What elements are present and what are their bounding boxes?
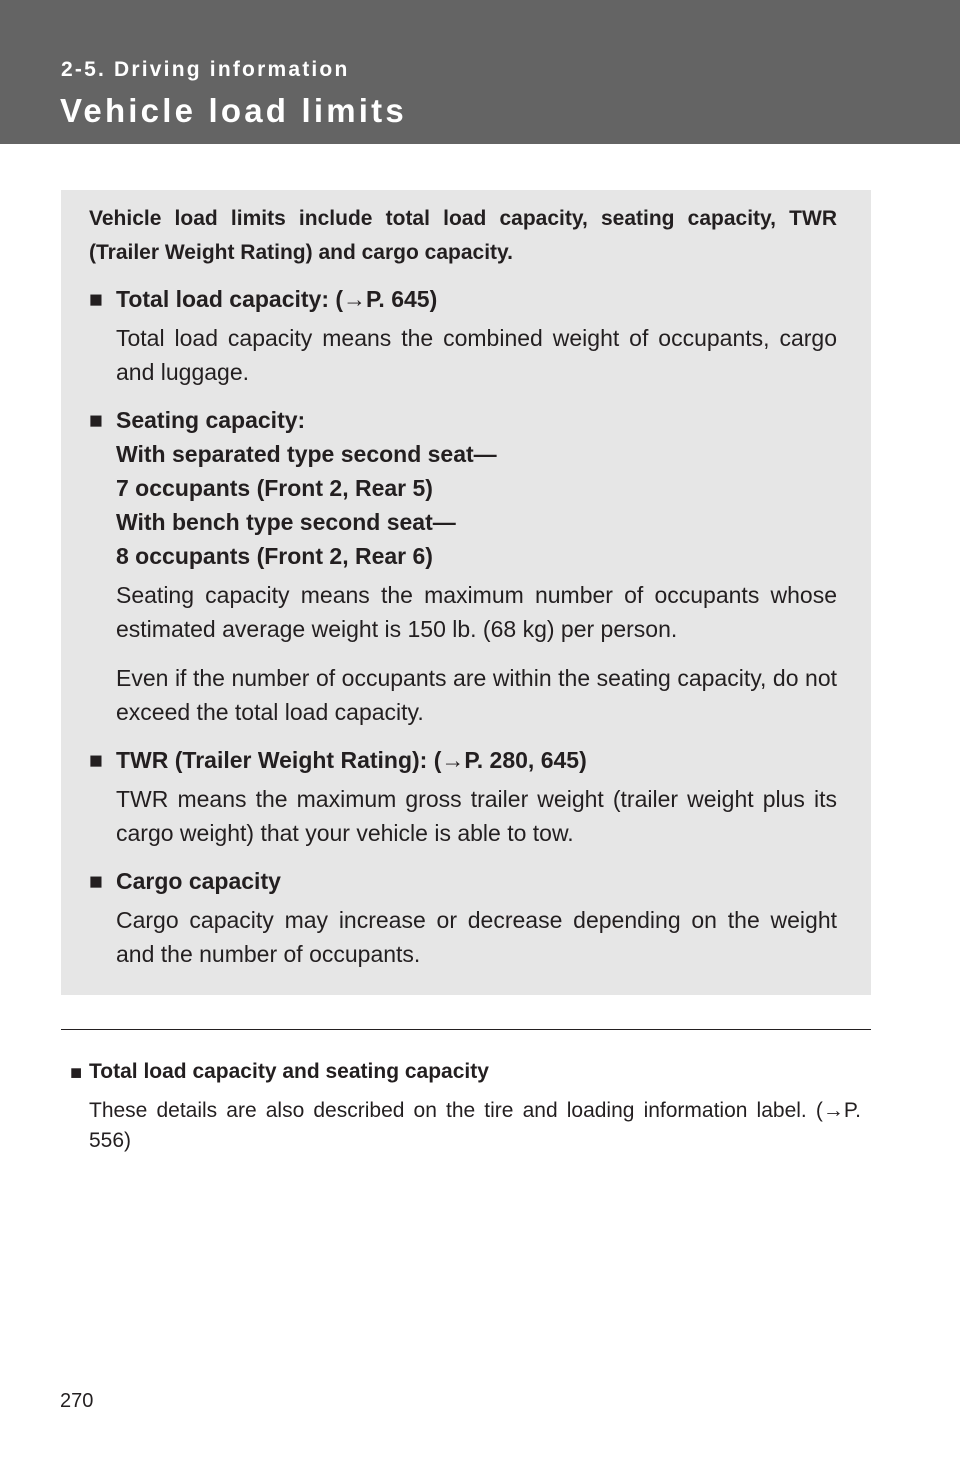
seating-line: With bench type second seat— <box>116 509 456 535</box>
seating-line: 8 occupants (Front 2, Rear 6) <box>116 543 433 569</box>
item-body-total-load: Total load capacity means the combined weight of occupants, cargo and luggage. <box>116 325 837 385</box>
item-body-seating-note: Even if the number of occupants are within the seating capacity, do not exceed the total load capacity. <box>116 665 837 725</box>
page-number: 270 <box>60 1390 94 1412</box>
item-heading-cargo: Cargo capacity <box>116 868 281 894</box>
section-label: 2-5. Driving information <box>61 58 350 81</box>
note-heading: Total load capacity and seating capacity <box>89 1060 489 1083</box>
bullet-icon: ■ <box>89 868 103 894</box>
item-heading-seating: Seating capacity: <box>116 407 306 433</box>
intro-text: Vehicle load limits include total load capacity, seating capacity, TWR (Trailer Weight Rating) and cargo capacity. <box>89 207 837 264</box>
item-body-cargo: Cargo capacity may increase or decrease depending on the weight and the number of occupants. <box>116 907 837 967</box>
bullet-icon: ■ <box>89 747 103 773</box>
bullet-icon: ■ <box>89 286 103 312</box>
bullet-icon: ■ <box>89 407 103 433</box>
section-divider <box>61 1029 871 1030</box>
seating-line: With separated type second seat— <box>116 441 497 467</box>
page-title: Vehicle load limits <box>60 92 407 129</box>
item-heading-total-load: Total load capacity: (→P. 645) <box>116 286 438 312</box>
item-heading-twr: TWR (Trailer Weight Rating): (→P. 280, 645) <box>116 747 587 773</box>
note-bullet-icon: ■ <box>70 1062 83 1084</box>
item-body-seating: Seating capacity means the maximum number of occupants whose estimated average weight is 150 lb. (68 kg) per person. <box>116 582 837 642</box>
note-body: These details are also described on the tire and loading information label. (→P. 556) <box>89 1099 861 1152</box>
item-body-twr: TWR means the maximum gross trailer weight (trailer weight plus its cargo weight) that your vehicle is able to tow. <box>116 786 837 846</box>
seating-line: 7 occupants (Front 2, Rear 5) <box>116 475 433 501</box>
